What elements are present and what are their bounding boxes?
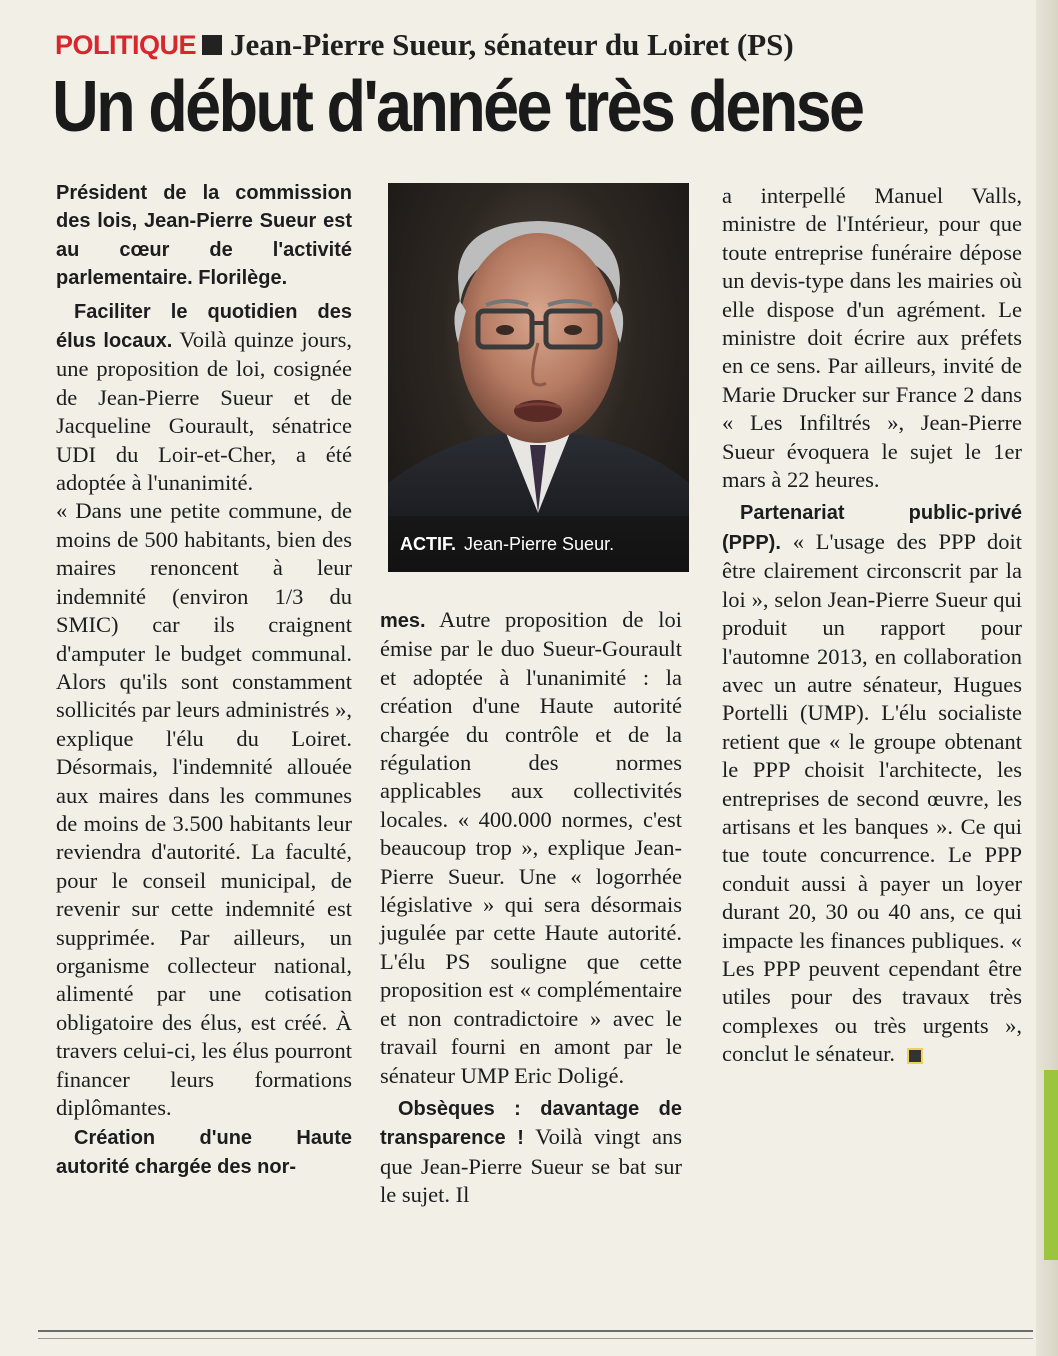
intertitle: Obsèques : davantage de transparence !	[380, 1097, 682, 1150]
caption-label: ACTIF.	[400, 533, 456, 554]
caption-text: Jean-Pierre Sueur.	[464, 533, 615, 554]
article-column-3	[722, 182, 1022, 1069]
adjacent-page-green-strip	[1044, 1070, 1058, 1260]
paragraph	[380, 1094, 682, 1210]
article-column-2	[380, 606, 682, 1210]
intertitle-continued: mes.	[380, 610, 426, 632]
bottom-rule	[38, 1330, 1033, 1332]
paragraph-text: Autre proposition de loi émise par le duo Sueur-Gourault et adoptée à l'unanimité : la création d'une Haute autorité chargée du contrôle et de la régulation des normes applicables aux collectivités locales. « 400.000 normes, c'est beaucoup trop », explique Jean-Pierre Sueur. Une « logorrhée législative » qui sera désormais jugulée par cette Haute autorité. L'élu PS souligne que cette proposition est « complémentaire et non contradictoire » avec le travail fourni en amont par le sénateur UMP Eric Doligé.	[380, 607, 682, 1088]
intertitle: Faciliter le quotidien des élus locaux.	[56, 300, 352, 353]
paragraph-text: Voilà vingt ans que Jean-Pierre Sueur se bat sur le sujet. Il	[380, 1124, 682, 1208]
paragraph-text: « L'usage des PPP doit être clairement circonscrit par la loi », selon Jean-Pierre Sueur qui produit un rapport pour l'automne 2013, en collaboration avec un autre sénateur, Hugues Portelli (UMP). L'élu socialiste retient que « le groupe obtenant le PPP choisit l'architecte, les entreprises de second œuvre, les artisans et les banques ». Ce qui tue toute concurrence. Le PPP conduit aussi à payer un loyer durant 20, 30 ou 40 ans, ce qui impacte les finances publiques. « Les PPP peuvent cependant être utiles pour des travaux très complexes ou très urgents », conclut le sénateur.	[722, 528, 1022, 1067]
portrait-illustration	[388, 183, 689, 572]
paragraph	[56, 297, 352, 498]
separator-square-icon	[202, 35, 222, 55]
photo-caption	[388, 516, 689, 572]
paragraph: a interpellé Manuel Valls, ministre de l'Intérieur, pour que toute entreprise funéraire dépose un devis-type dans les mairies où elle dispose d'un agrément. Le ministre doit écrire aux préfets en ce sens. Par ailleurs, invité de Marie Drucker sur France 2 dans « Les Infiltrés », Jean-Pierre Sueur évoquera le sujet le 1er mars à 22 heures.	[722, 183, 1022, 493]
article-column-1	[56, 179, 352, 1181]
paragraph-text: Voilà quinze jours, une proposition de loi, cosignée de Jean-Pierre Sueur et de Jacqueline Gourault, sénatrice UDI du Loir-et-Cher, a été adoptée à l'unanimité.	[56, 327, 352, 496]
kicker-row	[55, 20, 794, 70]
headline: Un début d'année très dense	[52, 67, 863, 147]
paragraph: « Dans une petite commune, de moins de 500 habitants, bien des maires renoncent à leur indemnité (environ 1/3 du SMIC) car ils craignent d'amputer le budget communal. Alors qu'ils sont constamment sollicités par leurs administrés », explique l'élu du Loiret. Désormais, l'indemnité allouée aux maires dans les communes de moins de 3.500 habitants leur reviendra d'autorité. La faculté, pour le conseil municipal, de revenir sur cette indemnité est supprimée. Par ailleurs, un organisme collecteur national, alimenté par une cotisation obligatoire des élus, est créé. À travers celui-ci, les élus pourront financer leurs formations diplômantes.	[56, 498, 352, 1120]
portrait-photo	[388, 183, 689, 572]
bottom-rule-thin	[38, 1338, 1033, 1339]
subhead: Jean-Pierre Sueur, sénateur du Loiret (PS)	[230, 27, 794, 62]
lead-paragraph: Président de la commission des lois, Jean-Pierre Sueur est au cœur de l'activité parlementaire. Florilège.	[56, 182, 352, 290]
intertitle: Création d'une Haute autorité chargée des nor-	[56, 1127, 352, 1178]
section-kicker: POLITIQUE	[55, 29, 197, 60]
paragraph	[380, 606, 682, 1090]
end-of-article-square-icon	[907, 1048, 923, 1064]
intertitle: Partenariat public-privé (PPP).	[722, 502, 1022, 554]
paragraph	[722, 498, 1022, 1068]
